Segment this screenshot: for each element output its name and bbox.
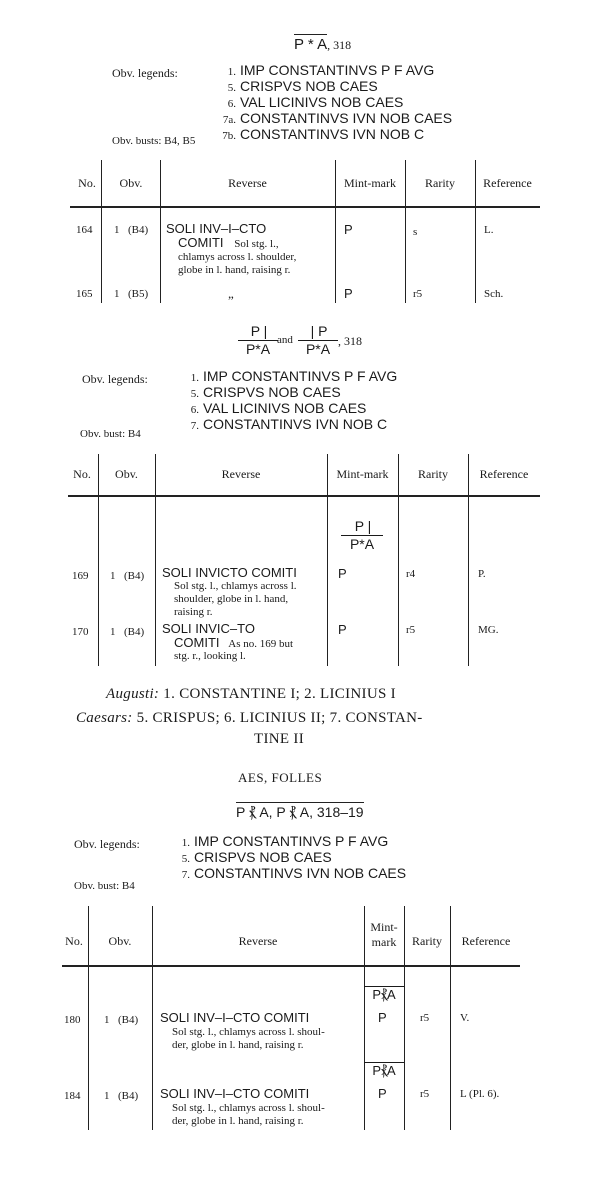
heading-date: , 318 (338, 334, 362, 348)
legend-item: 6. VAL LICINIVS NOB CAES (227, 94, 404, 110)
row-obv: 1 (114, 288, 120, 300)
reverse-desc: globe in l. hand, raising r. (178, 264, 291, 276)
row-bust: (B5) (128, 288, 149, 300)
obv-legends-list (212, 63, 452, 143)
legend-item: 7. CONSTANTINVS IVN NOB C (190, 416, 388, 432)
reverse-desc: Sol stg. l., chlamys across l. shoul- (172, 1102, 325, 1114)
col-header-mint: Mint-mark (344, 176, 396, 190)
col-divider (468, 454, 469, 666)
row-obv: 1 (104, 1014, 110, 1026)
legend-item: 1. IMP CONSTANTINVS P F AVG (227, 62, 435, 78)
col-header-mint: Mint-mark (336, 467, 389, 481)
reverse-legend: SOLI INV–I–CTO COMITI (160, 1086, 310, 1101)
col-header-mint: Mint- mark (370, 920, 398, 949)
mintmark-top-b: | P (310, 323, 328, 339)
reverse-legend: SOLI INV–I–CTO (166, 221, 267, 236)
row-number: 164 (76, 224, 93, 236)
col-header-rarity: Rarity (425, 176, 455, 190)
reverse-legend: SOLI INVICTO COMITI (162, 565, 297, 580)
rarity: r5 (406, 624, 416, 636)
col-divider (98, 454, 99, 666)
reverse-legend-cont: COMITI As no. 169 but (174, 635, 294, 650)
col-header-obv: Obv. (119, 176, 143, 190)
legend-item: 7a. CONSTANTINVS IVN NOB CAES (222, 110, 453, 126)
mint-mark: P (378, 1010, 387, 1025)
obv-bust-label: Obv. bust: B4 (74, 880, 135, 892)
rarity: r5 (420, 1088, 430, 1100)
rarity: r5 (413, 288, 423, 300)
row-obv: 1 (104, 1090, 110, 1102)
col-header-rarity: Rarity (418, 467, 448, 481)
obv-legends-label: Obv. legends: (82, 372, 148, 386)
col-header-no: No. (65, 934, 83, 948)
legend-item: 5. CRISPVS NOB CAES (181, 849, 332, 865)
mintmark-heading: P * A (294, 36, 328, 53)
mint-mark: P (378, 1086, 387, 1101)
row-number: 184 (64, 1090, 81, 1102)
section1-heading: P * A, 318 (294, 36, 352, 53)
mintmark-group-bottom: P*A (341, 535, 383, 552)
legend-item: 6. VAL LICINIVS NOB CAES (190, 400, 367, 416)
row-bust: (B4) (124, 570, 145, 582)
mint-mark: P (338, 566, 347, 581)
mintmark-group-top: P | (354, 518, 372, 534)
col-header-obv: Obv. (108, 934, 132, 948)
caesars-line-cont: TINE II (254, 731, 304, 747)
reverse-desc: Sol stg. l., chlamys across l. (174, 580, 297, 592)
col-header-ref: Reference (461, 934, 511, 948)
mintmark-bottom-a: P*A (238, 340, 278, 357)
section-title: AES, FOLLES (238, 770, 323, 785)
legend-item: 5. CRISPVS NOB CAES (190, 384, 341, 400)
header-rule (70, 206, 540, 208)
col-header-reverse: Reverse (238, 934, 278, 948)
reference: MG. (478, 624, 499, 636)
row-number: 170 (72, 626, 89, 638)
reverse-legend: SOLI INVIC–TO (162, 621, 255, 636)
reference: V. (460, 1012, 470, 1024)
rarity: s (413, 226, 418, 238)
mintmark-group: P⳩A (364, 1062, 404, 1079)
reverse-desc: Sol stg. l., chlamys across l. shoul- (172, 1026, 325, 1038)
col-header-ref: Reference (479, 467, 529, 481)
section3-heading: P ⳩ A, P ⳩ A, 318–19 (236, 804, 364, 820)
legend-item: 1. IMP CONSTANTINVS P F AVG (181, 833, 389, 849)
row-obv: 1 (110, 570, 116, 582)
obv-busts-label: Obv. busts: B4, B5 (112, 135, 196, 147)
row-bust: (B4) (118, 1090, 139, 1102)
rarity: r5 (420, 1012, 430, 1024)
row-number: 165 (76, 288, 93, 300)
reverse-desc: stg. r., looking l. (174, 650, 246, 662)
mint-mark: P (344, 286, 353, 301)
col-header-no: No. (73, 467, 91, 481)
reference: L (Pl. 6). (460, 1088, 500, 1100)
col-header-reverse: Reverse (228, 176, 267, 190)
col-divider (398, 454, 399, 666)
col-header-obv: Obv. (115, 467, 138, 481)
reverse-desc: shoulder, globe in l. hand, (174, 593, 289, 605)
col-header-rarity: Rarity (412, 934, 442, 948)
legend-item: 5. CRISPVS NOB CAES (227, 78, 378, 94)
obv-legends-label: Obv. legends: (112, 66, 178, 80)
mintmark-bottom-b: P*A (298, 340, 338, 357)
ditto-mark: „ (228, 286, 234, 301)
legend-item: 7. CONSTANTINVS IVN NOB CAES (181, 865, 407, 881)
header-rule (62, 965, 520, 967)
reference: P. (478, 568, 486, 580)
row-bust: (B4) (124, 626, 145, 638)
mint-mark: P (344, 222, 353, 237)
obv-legends-label: Obv. legends: (74, 837, 140, 851)
row-number: 169 (72, 570, 89, 582)
reverse-desc: raising r. (174, 606, 213, 618)
reverse-legend-cont: COMITI Sol stg. l., (178, 235, 279, 250)
legend-item: 7b. CONSTANTINVS IVN NOB C (222, 126, 425, 142)
and-word: and (277, 334, 293, 346)
row-bust: (B4) (128, 224, 149, 236)
obv-bust-label: Obv. bust: B4 (80, 428, 141, 440)
reverse-legend: SOLI INV–I–CTO COMITI (160, 1010, 310, 1025)
col-header-ref: Reference (483, 176, 532, 190)
col-header-reverse: Reverse (221, 467, 261, 481)
row-obv: 1 (110, 626, 116, 638)
row-bust: (B4) (118, 1014, 139, 1026)
col-header-no: No. (78, 176, 96, 190)
mint-mark: P (338, 622, 347, 637)
reference: Sch. (484, 288, 504, 300)
row-number: 180 (64, 1014, 81, 1026)
col-divider (155, 454, 156, 666)
legend-item: 1. IMP CONSTANTINVS P F AVG (190, 368, 398, 384)
obv-legends-list (166, 834, 406, 882)
reverse-desc: der, globe in l. hand, raising r. (172, 1115, 304, 1127)
caesars-line: Caesars: 5. CRISPUS; 6. LICINIUS II; 7. CONSTAN- (76, 710, 423, 726)
row-obv: 1 (114, 224, 120, 236)
augusti-line: Augusti: 1. CONSTANTINE I; 2. LICINIUS I (106, 686, 396, 702)
reverse-desc: der, globe in l. hand, raising r. (172, 1039, 304, 1051)
mintmark-group: P⳩A (364, 986, 404, 1003)
header-rule (68, 495, 540, 497)
rarity: r4 (406, 568, 416, 580)
mintmark-top-a: P | (250, 323, 268, 339)
reverse-desc: chlamys across l. shoulder, (178, 251, 297, 263)
reference: L. (484, 224, 494, 236)
col-divider (327, 454, 328, 666)
obv-legends-list (175, 369, 397, 433)
